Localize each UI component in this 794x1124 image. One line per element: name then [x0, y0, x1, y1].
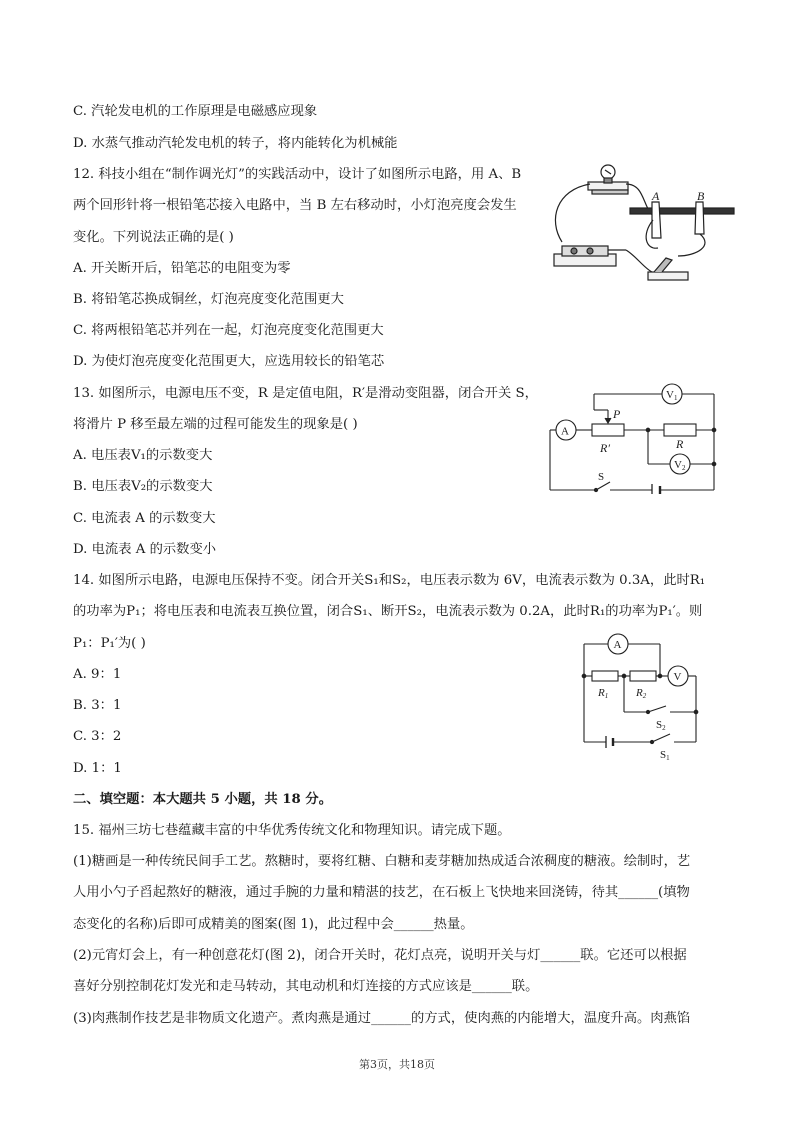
figure-q13-circuit — [548, 380, 718, 494]
line-q15-part1-2: 人用小勺子舀起熬好的糖液，通过手腕的力量和精湛的技艺，在石板上飞快地来回浇铸，待其______(填物 — [73, 885, 690, 900]
line-q14-option-a: A. 9：1 — [73, 667, 122, 682]
figure-q13-voltmeter1-label: V1 — [666, 389, 678, 402]
line-q12-option-b: B. 将铅笔芯换成铜丝，灯泡亮度变化范围更大 — [73, 292, 344, 307]
line-q14-stem-1: 14. 如图所示电路，电源电压保持不变。闭合开关S₁和S₂，电压表示数为 6V，电流表示数为 0.3A，此时R₁ — [73, 573, 706, 588]
figure-q14-voltmeter-label: V — [673, 671, 682, 683]
figure-q14-ammeter-label: A — [613, 639, 622, 651]
figure-q14-r1-label: R1 — [598, 687, 609, 700]
line-q15-part1-1: (1)糖画是一种传统民间手工艺。熬糖时，要将红糖、白糖和麦芽糖加热成适合浓稠度的糖液。绘制时，艺 — [73, 854, 691, 869]
line-option-11d: D. 水蒸气推动汽轮发电机的转子，将内能转化为机械能 — [73, 136, 398, 151]
line-q14-option-b: B. 3：1 — [73, 698, 122, 713]
line-option-11c: C. 汽轮发电机的工作原理是电磁感应现象 — [73, 104, 318, 119]
line-q14-stem-2: 的功率为P₁；将电压表和电流表互换位置，闭合S₁、断开S₂，电流表示数为 0.2A，此时R₁的功率为P₁′。则 — [73, 604, 703, 619]
figure-q13-voltmeter2-label: V2 — [674, 459, 686, 472]
line-q15-part3-1: (3)肉燕制作技艺是非物质文化遗产。煮肉燕是通过______的方式，使肉燕的内能增大，温度升高。肉燕馅 — [73, 1011, 691, 1026]
figure-q14-circuit — [580, 630, 706, 762]
figure-q13-resistor-label: R — [676, 437, 684, 451]
figure-q12-label-a: A — [652, 189, 660, 203]
line-q12-stem-3: 变化。下列说法正确的是( ) — [73, 230, 234, 245]
figure-q12-label-b: B — [697, 189, 705, 203]
line-q12-option-a: A. 开关断开后，铅笔芯的电阻变为零 — [73, 261, 291, 276]
line-q13-option-b: B. 电压表V₂的示数变大 — [73, 479, 213, 494]
line-q14-option-c: C. 3：2 — [73, 729, 122, 744]
figure-q13-switch-label: S — [598, 471, 605, 483]
figure-q13-rheostat-label: R′ — [600, 441, 610, 455]
figure-q13-slider-label: P — [613, 407, 621, 421]
line-q13-stem-1: 13. 如图所示，电源电压不变，R 是定值电阻，R′是滑动变阻器，闭合开关 S， — [73, 386, 538, 401]
line-q13-option-a: A. 电压表V₁的示数变大 — [73, 448, 213, 463]
figure-q14-r2-label: R2 — [636, 687, 647, 700]
line-q13-option-d: D. 电流表 A 的示数变小 — [73, 542, 217, 557]
line-q15-part2-1: (2)元宵灯会上，有一种创意花灯(图 2)，闭合开关时，花灯点亮，说明开关与灯______联。它还可以根据 — [73, 948, 687, 963]
figure-q12-apparatus — [546, 160, 736, 292]
figure-q13-ammeter-label: A — [561, 425, 569, 438]
line-q15-part2-2: 喜好分别控制花灯发光和走马转动，其电动机和灯连接的方式应该是______联。 — [73, 979, 539, 994]
line-q12-stem-2: 两个回形针将一根铅笔芯接入电路中，当 B 左右移动时，小灯泡亮度会发生 — [73, 198, 517, 213]
section-heading-fill-in: 二、填空题：本大题共 5 小题，共 18 分。 — [73, 792, 333, 807]
line-q15-stem: 15. 福州三坊七巷蕴藏丰富的中华优秀传统文化和物理知识。请完成下题。 — [73, 823, 511, 838]
line-q12-option-c: C. 将两根铅笔芯并列在一起，灯泡亮度变化范围更大 — [73, 323, 384, 338]
line-q13-stem-2: 将滑片 P 移至最左端的过程可能发生的现象是( ) — [73, 417, 358, 432]
line-q12-stem-1: 12. 科技小组在“制作调光灯”的实践活动中，设计了如图所示电路，用 A、B — [73, 167, 522, 182]
figure-q14-s1-label: S1 — [660, 749, 670, 762]
line-q13-option-c: C. 电流表 A 的示数变大 — [73, 511, 216, 526]
figure-q14-s2-label: S2 — [656, 719, 666, 732]
page-footer: 第3页，共18页 — [359, 1058, 435, 1071]
line-q14-stem-3: P₁：P₁′为( ) — [73, 636, 146, 651]
line-q15-part1-3: 态变化的名称)后即可成精美的图案(图 1)，此过程中会______热量。 — [73, 917, 474, 932]
line-q14-option-d: D. 1：1 — [73, 761, 122, 776]
line-q12-option-d: D. 为使灯泡亮度变化范围更大，应选用较长的铅笔芯 — [73, 354, 385, 369]
